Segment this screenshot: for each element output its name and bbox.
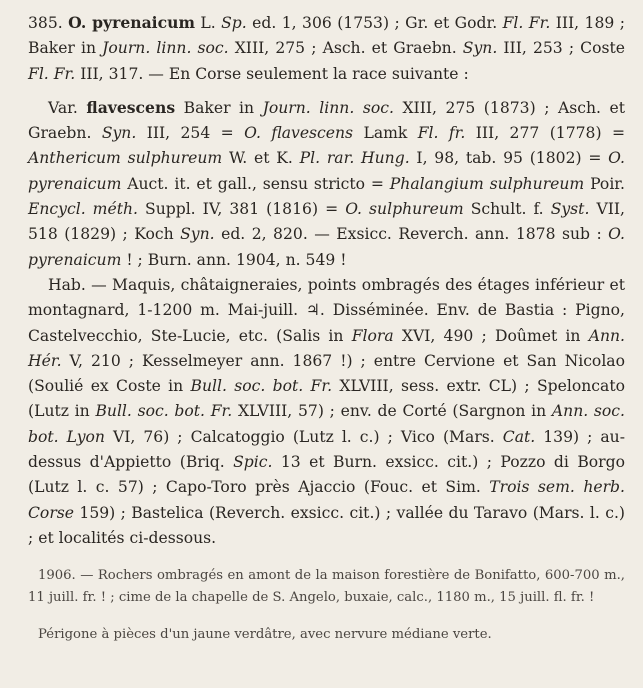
variety-ref: Syn. <box>180 225 215 244</box>
variety-text: ed. 2, 820. — Exsicc. Reverch. ann. 1878 sub : <box>214 225 609 244</box>
entry-text: ed. 1, 306 (1753) ; Gr. et Godr. <box>246 14 503 32</box>
habitat-text: XLVIII, 57) ; env. de Corté (Sargnon in <box>232 402 552 421</box>
habitat-ref: Flora <box>351 326 394 345</box>
synonym-name: Phalangium sulphureum <box>389 174 585 193</box>
habitat-text: 139) ; au-dessus d'Appietto (Briq. <box>28 427 625 472</box>
variety-text: Schult. f. <box>463 200 551 219</box>
entry-text: III, 189 ; Baker in <box>28 14 625 58</box>
entry-text: III, <box>497 39 527 58</box>
entry-text: 253 ; Coste <box>532 39 625 58</box>
habitat-ref: Cat. <box>502 427 536 446</box>
habitat-ref: Bull. soc. bot. Fr. <box>95 402 233 421</box>
variety-ref: Pl. rar. Hung. <box>299 149 410 168</box>
variety-prefix: Var. <box>48 98 87 117</box>
habitat-ref: Bull. soc. bot. Fr. <box>190 377 333 396</box>
variety-text: III, 277 (1778) = <box>465 124 626 143</box>
habitat-text: V, 210 ; Kesselmeyer ann. 1867 !) ; entre Cervione et San Nicolao (Soulié ex Coste in <box>28 351 625 396</box>
habitat-text: XLVIII, sess. extr. CL) ; Speloncato (Lutz in <box>28 377 625 421</box>
variety-ref: Encycl. méth. <box>28 200 138 219</box>
entry-ref: Fl. Fr. <box>28 64 76 83</box>
entry-text: XIII, 275 ; Asch. et Graebn. <box>228 39 463 58</box>
variety-name: flavescens <box>86 97 176 117</box>
synonym-name: O. pyrenaicum <box>28 225 625 269</box>
habitat-ref: Ann. soc. bot. Lyon <box>28 402 625 446</box>
variety-text: ! ; Burn. ann. 1904, n. 549 ! <box>121 250 347 269</box>
habitat-text: XVI, 490 ; Doûmet in <box>393 326 589 345</box>
variety-text: Baker in <box>175 98 263 117</box>
description-paragraph: Périgone à pièces d'un jaune verdâtre, avec nervure médiane verte. <box>38 627 492 643</box>
variety-text: I, 98, tab. 95 (1802) = <box>409 149 609 168</box>
habitat-text: 159) ; Bastelica (Reverch. exsicc. cit.) ; vallée du Taravo (Mars. l. c.) ; et localités ci-dessous. <box>28 503 625 547</box>
synonym-name: Anthericum sulphureum <box>28 149 223 168</box>
habitat-ref: Spic. <box>233 453 273 472</box>
habitat-text: Hab. — Maquis, châtaigneraies, points ombragés des étages inférieur et montagnard, 1-1200 m. Mai-juill. ♃. Disséminée. Env. de Bastia : Pigno, Castelvecchio, Ste-Lucie, etc. (Salis in <box>28 275 625 345</box>
entry-ref: Sp. <box>221 14 247 32</box>
entry-ref: Journ. linn. soc. <box>102 39 229 58</box>
habitat-text: 13 et Burn. exsicc. cit.) ; Pozzo di Borgo (Lutz l. c. 57) ; Capo-Toro près Ajaccio (Fouc. et Sim. <box>28 453 625 497</box>
species-entry <box>28 10 625 87</box>
entry-text: L. <box>194 14 222 32</box>
entry-text: III, 317. — En Corse seulement la race suivante : <box>75 64 469 83</box>
variety-text: III, 254 = <box>136 124 245 143</box>
observation-paragraph: 1906. — Rochers ombragés en amont de la maison forestière de Bonifatto, 600-700 m., 11 juill. fr. ! ; cime de la chapelle de S. Angelo, buxaie, calc., 1180 m., 15 juill. fl. fr. ! <box>28 568 625 605</box>
variety-text: Poir. <box>584 174 626 193</box>
entry-ref: Fl. Fr. <box>502 14 551 32</box>
variety-ref: Syst. <box>550 200 590 219</box>
habitat-ref: Trois sem. herb. Corse <box>28 478 625 522</box>
variety-text: Suppl. IV, 381 (1816) = <box>137 200 346 219</box>
entry-ref: Syn. <box>462 39 498 58</box>
species-name: O. pyrenaicum <box>68 13 195 32</box>
entry-number: 385. <box>28 14 63 32</box>
variety-text: XIII, 275 (1873) ; Asch. et Graebn. <box>28 98 625 143</box>
synonym-name: O. pyrenaicum <box>28 149 625 193</box>
variety-ref: Fl. fr. <box>417 124 466 143</box>
variety-text: W. et K. <box>222 149 300 168</box>
variety-ref: Syn. <box>101 124 137 143</box>
variety-paragraph <box>28 95 625 273</box>
habitat-ref: Ann. Hér. <box>28 326 625 370</box>
variety-ref: Journ. linn. soc. <box>262 98 394 117</box>
habitat-paragraph <box>28 273 625 551</box>
variety-text: Auct. it. et gall., sensu stricto = <box>121 174 390 193</box>
synonym-name: O. flavescens <box>244 124 354 143</box>
synonym-name: O. sulphureum <box>345 200 464 219</box>
variety-text: Lamk <box>353 124 418 143</box>
habitat-text: VI, 76) ; Calcatoggio (Lutz l. c.) ; Vico (Mars. <box>104 427 503 446</box>
variety-text: VII, 518 (1829) ; Koch <box>28 200 625 244</box>
